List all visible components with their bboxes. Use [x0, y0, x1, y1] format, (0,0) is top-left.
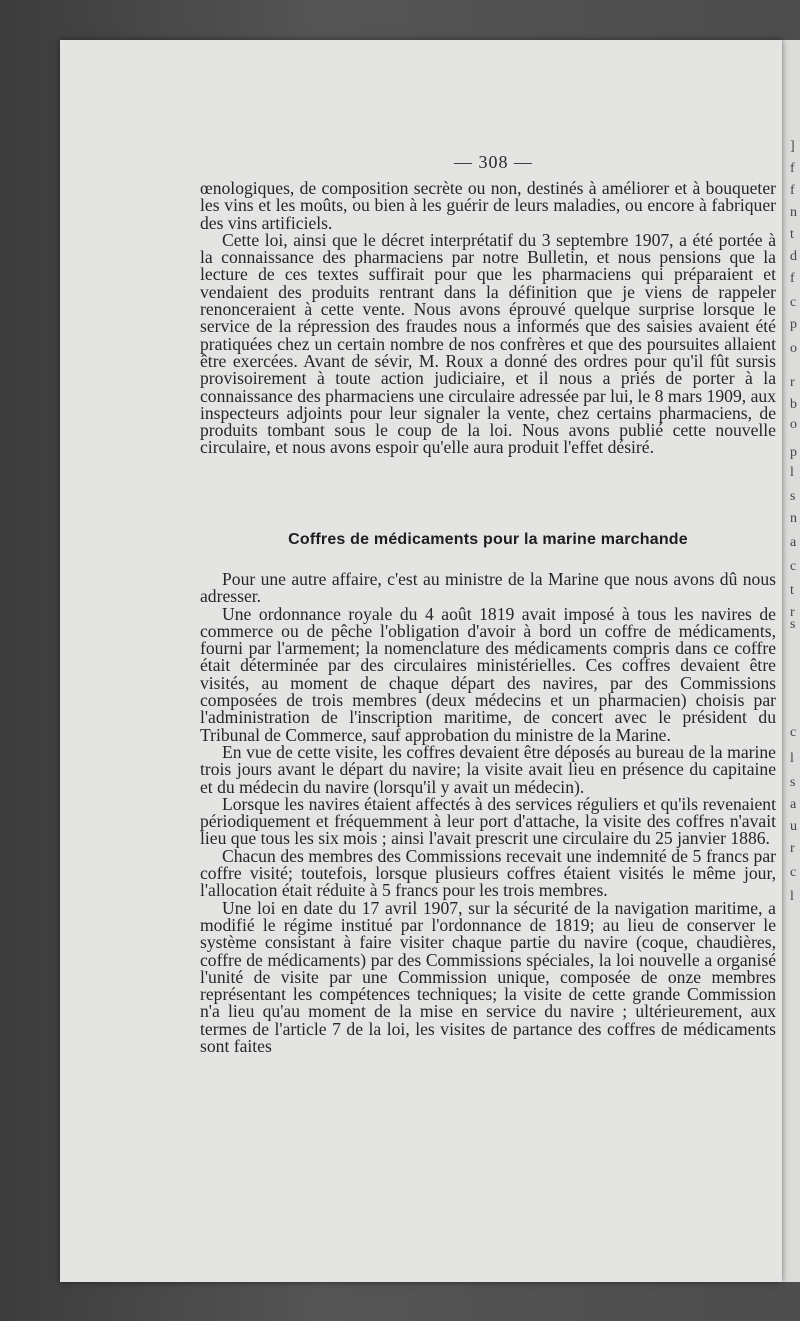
section-heading: Coffres de médicaments pour la marine marchande: [288, 531, 688, 548]
next-page-letter: a: [790, 797, 797, 812]
page-number: — 308 —: [454, 152, 533, 172]
next-page-letter: s: [790, 489, 796, 504]
next-page-letter: u: [790, 819, 797, 834]
next-page-letter: c: [790, 295, 797, 310]
next-page-letter: n: [790, 205, 797, 220]
next-page-letter: r: [790, 375, 795, 390]
next-page-letter: l: [790, 465, 794, 480]
next-page-letter: f: [790, 271, 795, 286]
next-page-letter: r: [790, 841, 795, 856]
next-page-letter: s: [790, 775, 796, 790]
paragraph: Cette loi, ainsi que le décret interprétatif du 3 septembre 1907, a été portée à la connaissance des pharmaciens par notre Bulletin, et nous pensions que la lecture de ces textes suffirait pour que les pharmaciens qui préparaient et vendaient des produits rentrant dans la définition que je viens de rappeler renonceraient à cette vente. Nous avons éprouvé quelque surprise lorsque le service de la répression des fraudes nous a informés que des saisies avaient été pratiquées chez un certain nombre de nos confrères et que des poursuites allaient être exercées. Avant de sévir, M. Roux a donné des ordres pour qu'il fût sursis provisoirement à toute action judiciaire, et il nous a priés de porter à la connaissance des pharmaciens une circulaire adressée par lui, le 8 mars 1909, aux inspecteurs adjoints pour leur signaler la vente, chez certains pharmaciens, de produits tombant sous le coup de la loi. Nous avons publié cette nouvelle circulaire, et nous avons espoir qu'elle aura produit l'effet désiré.: [200, 229, 776, 458]
paragraph: En vue de cette visite, les coffres devaient être déposés au bureau de la marine trois jours avant le départ du navire; la visite avait lieu en présence du capitaine et du médecin du navire (lorsqu'il y avait un médecin).: [200, 741, 776, 797]
intro-text-block: [200, 180, 776, 457]
next-page-letter: o: [790, 417, 797, 432]
paragraph: Une ordonnance royale du 4 août 1819 avait imposé à tous les navires de commerce ou de pêche l'obligation d'avoir à bord un coffre de médicaments, fourni par l'armement; la nomenclature des médicaments compris dans ce coffre était déterminée par des circulaires ministérielles. Ces coffres devaient être visités, au moment de chaque départ des navires, par des Commissions composées de trois membres (deux médecins et un pharmacien) choisis par l'administration de l'inscription maritime, de concert avec le président du Tribunal de Commerce, sauf approbation du ministre de la Marine.: [200, 603, 776, 745]
next-page-letter: t: [790, 227, 794, 242]
section-text-block: [200, 571, 776, 1055]
next-page-letter: l: [790, 889, 794, 904]
paragraph: Chacun des membres des Commissions recevait une indemnité de 5 francs par coffre visité; toutefois, lorsque plusieurs coffres étaient visités le même jour, l'allocation était réduite à 5 francs pour les trois membres.: [200, 845, 776, 901]
next-page-letter: l: [790, 751, 794, 766]
next-page-letter: f: [790, 183, 795, 198]
next-page-letter: b: [790, 397, 797, 412]
next-page-letter: a: [790, 535, 797, 550]
paragraph: Pour une autre affaire, c'est au ministre de la Marine que nous avons dû nous adresser.: [200, 569, 776, 607]
paragraph: œnologiques, de composition secrète ou non, destinés à améliorer et à bouqueter les vins et les moûts, ou bien à les guérir de leurs maladies, ou encore à fabriquer des vins artificiels.: [200, 178, 776, 233]
next-page-letter: t: [790, 583, 794, 598]
next-page-letter: f: [790, 161, 795, 176]
next-page-letter: r: [790, 605, 795, 620]
next-page-letter: d: [790, 249, 797, 264]
paragraph: Une loi en date du 17 avril 1907, sur la sécurité de la navigation maritime, a modifié le régime institué par l'ordonnance de 1819; au lieu de conserver le système consistant à faire visiter chaque partie du navire (coque, chaudières, coffre de médicaments) par des Commissions spéciales, la loi nouvelle a organisé l'unité de visite par une Commission unique, composée de onze membres représentant les compétences techniques; la visite de cette grande Commission n'a lieu qu'au moment de la mise en service du navire ; ultérieurement, aux termes de l'article 7 de la loi, les visites de partance des coffres de médicaments sont faites: [200, 897, 776, 1057]
next-page-letter: c: [790, 559, 797, 574]
next-page-letter: c: [790, 865, 797, 880]
next-page-letter: p: [790, 317, 797, 332]
next-page-letter: p: [790, 445, 797, 460]
next-page-letter: s: [790, 617, 796, 632]
next-page-letter: c: [790, 725, 797, 740]
next-page-letter: o: [790, 341, 797, 356]
paragraph: Lorsque les navires étaient affectés à des services réguliers et qu'ils revenaient périodiquement et fréquemment à leur port d'attache, la visite des coffres n'avait lieu que tous les six mois ; ainsi l'avait prescrit une circulaire du 25 janvier 1886.: [200, 793, 776, 849]
next-page-letter: ]: [790, 139, 795, 154]
next-page-letter: n: [790, 511, 797, 526]
next-page-edge: [780, 40, 800, 1282]
